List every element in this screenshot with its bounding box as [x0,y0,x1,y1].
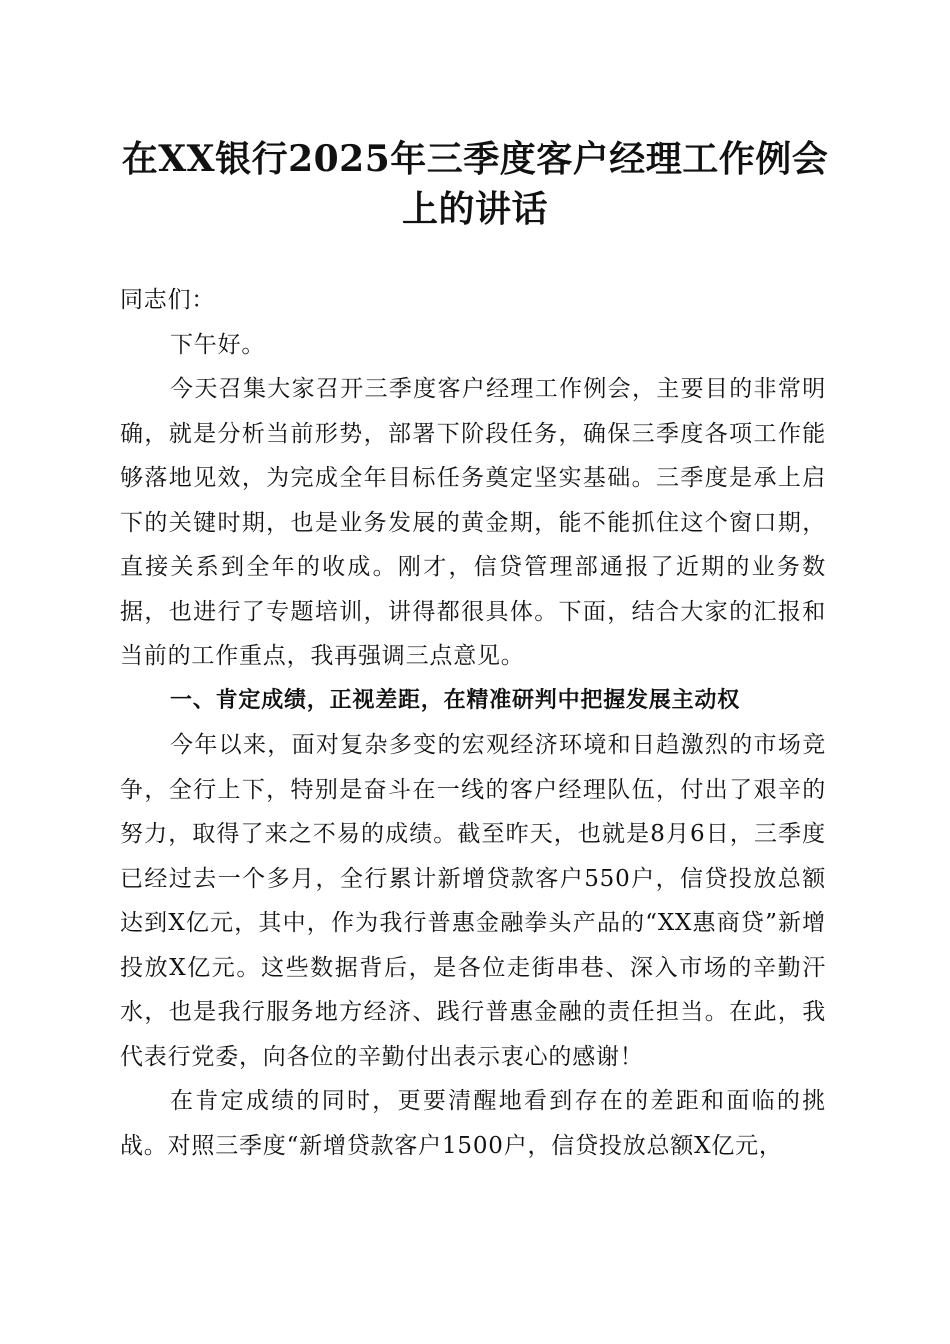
document-title [100,134,850,234]
paragraph-intro: 今天召集大家召开三季度客户经理工作例会，主要目的非常明确，就是分析当前形势，部署下阶段任务，确保三季度各项工作能够落地见效，为完成全年目标任务奠定坚实基础。三季度是承上启下的关键时期，也是业务发展的黄金期，能不能抓住这个窗口期，直接关系到全年的收成。刚才，信贷管理部通报了近期的业务数据，也进行了专题培训，讲得都很具体。下面，结合大家的汇报和当前的工作重点，我再强调三点意见。 [120,376,826,669]
title-line-2: 上的讲话 [401,188,548,230]
paragraph-gaps: 在肯定成绩的同时，更要清醒地看到存在的差距和面临的挑战。对照三季度“新增贷款客户1500户，信贷投放总额X亿元， [120,1088,826,1159]
greeting: 下午好。 [170,331,266,358]
title-line-1: 在XX银行2025年三季度客户经理工作例会 [121,138,829,180]
document-body [120,278,826,1168]
section-1-heading: 一、肯定成绩，正视差距，在精准研判中把握发展主动权 [170,687,741,713]
paragraph-achievements: 今年以来，面对复杂多变的宏观经济环境和日趋激烈的市场竞争，全行上下，特别是奋斗在一线的客户经理队伍，付出了艰辛的努力，取得了来之不易的成绩。截至昨天，也就是8月6日，三季度已经过去一个多月，全行累计新增贷款客户550户，信贷投放总额达到X亿元，其中，作为我行普惠金融拳头产品的“XX惠商贷”新增投放X亿元。这些数据背后，是各位走街串巷、深入市场的辛勤汗水，也是我行服务地方经济、践行普惠金融的责任担当。在此，我代表行党委，向各位的辛勤付出表示衷心的感谢！ [120,732,826,1070]
salutation: 同志们： [120,287,216,313]
